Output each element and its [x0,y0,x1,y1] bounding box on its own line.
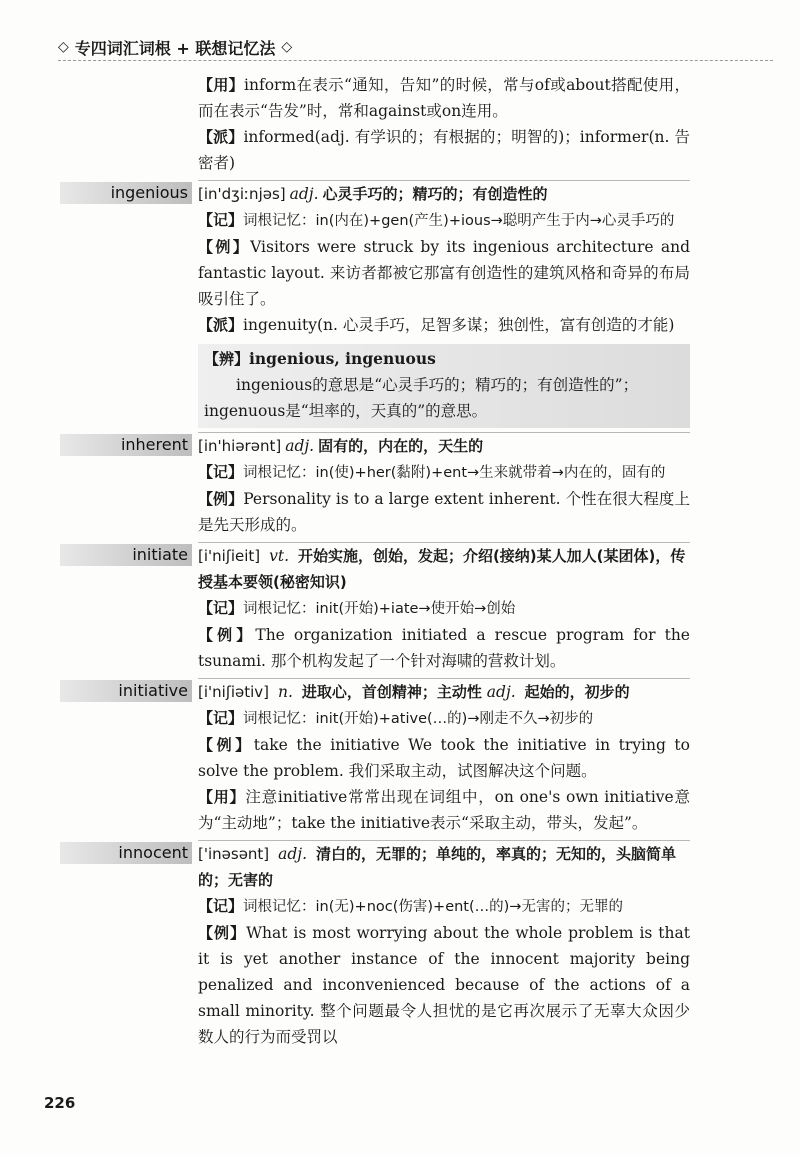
pronunciation: [in'dʒiːnjəs] [198,185,286,203]
page-number: 226 [44,1094,76,1112]
page-content [60,72,690,1050]
derivative-line [198,312,690,338]
memory-line [198,893,690,920]
diamond-right-icon: ◇ [281,39,293,55]
entry-initiative [60,678,690,836]
memory-tag: 【记】 [198,709,244,727]
example-line [198,486,690,538]
memory-tag: 【记】 [198,211,244,229]
part-of-speech: vt. [269,547,290,565]
header-title: 专四词汇词根 + 联想记忆法 [74,38,276,58]
headline [198,180,690,207]
page-header [58,34,773,61]
part-of-speech: adj. [285,437,315,455]
diamond-left-icon: ◇ [58,39,69,55]
entry-inherent [60,432,690,538]
derivative-text: ingenuity(n. 心灵手巧，足智多谋；独创性，富有创造的才能) [243,316,675,334]
usage-text: 注意initiative常常出现在词组中，on one's own initiative意为“主动地”；take the initiative表示“采取主动，带头，发起”。 [198,788,690,832]
headline [198,840,690,893]
headword: ingenious [60,182,192,204]
definition: 固有的，内在的，天生的 [318,437,484,455]
entry-ingenious [60,180,690,428]
pronunciation: [i'niʃieit] [198,547,261,565]
definition: 进取心，首创精神；主动性 [301,683,482,701]
headline [198,678,690,705]
headline [198,542,690,595]
headword: initiate [60,544,192,566]
memory-text: 词根记忆：in(使)+her(黏附)+ent→生来就带着→内在的，固有的 [243,465,666,481]
memory-line [198,207,690,234]
memory-text: 词根记忆：in(内在)+gen(产生)+ious→聪明产生于内→心灵手巧的 [243,213,675,229]
pronunciation: ['inəsənt] [198,845,270,863]
example-tag: 【例】 [198,736,254,754]
usage-tag: 【用】 [198,76,245,94]
memory-tag: 【记】 [198,897,244,915]
memory-text: 词根记忆：init(开始)+iate→使开始→创始 [243,601,516,617]
example-line [198,234,690,312]
entry-innocent [60,840,690,1050]
example-line [198,920,690,1050]
part-of-speech: adj. [278,845,308,863]
memory-line [198,459,690,486]
part-of-speech: n. [277,683,293,701]
definition: 心灵手巧的；精巧的；有创造性的 [322,185,548,203]
example-line [198,622,690,674]
definition: 开始实施，创始，发起；介绍(接纳)某人加人(某团体)，传授基本要领(秘密知识) [198,547,686,591]
example-line [198,732,690,784]
example-text: The organization initiated a rescue program for the tsunami. 那个机构发起了一个针对海啸的营救计划。 [198,626,690,670]
example-tag: 【例】 [198,924,247,942]
distinguish-tag: 【辨】 [204,350,250,368]
distinguish-box [198,344,690,428]
usage-line [198,784,690,836]
derivative-text: informed(adj. 有学识的；有根据的；明智的)；informer(n. 告密者) [198,128,690,172]
memory-line [198,595,690,622]
example-text: Personality is to a large extent inherent. 个性在很大程度上是先天形成的。 [198,490,690,534]
headline [198,432,690,459]
headword: initiative [60,680,192,702]
example-text: What is most worrying about the whole problem is that it is yet another instance of the innocent majority being penalized and inconvenienced because of the actions of a small minority. 整个问题最令人担忧的是它再次展示了无辜大众因少数人的行为而受罚以 [198,924,690,1046]
entry-initiate [60,542,690,674]
example-text: Visitors were struck by its ingenious architecture and fantastic layout. 来访者都被它那富有创造性的建筑风格和奇异的布局吸引住了。 [198,238,690,308]
pronunciation: [in'hiərənt] [198,437,282,455]
memory-tag: 【记】 [198,599,244,617]
headword: innocent [60,842,192,864]
part-of-speech: adj. [289,185,319,203]
example-text: take the initiative We took the initiative in trying to solve the problem. 我们采取主动，试图解决这个问题。 [198,736,690,780]
memory-text: 词根记忆：in(无)+noc(伤害)+ent(…的)→无害的；无罪的 [243,899,623,915]
example-tag: 【例】 [198,490,244,508]
intro-derivative [198,124,690,176]
definition: 清白的，无罪的；单纯的，率真的；无知的，头脑简单的；无害的 [198,845,676,889]
distinguish-text: ingenious的意思是“心灵手巧的；精巧的；有创造性的”；ingenuous是“坦率的，天真的”的意思。 [204,376,639,420]
memory-tag: 【记】 [198,463,244,481]
pronunciation: [i'niʃiətiv] [198,683,270,701]
intro-usage [198,72,690,124]
example-tag: 【例】 [198,238,251,256]
derivative-tag: 【派】 [198,128,244,146]
headword: inherent [60,434,192,456]
usage-text: inform在表示“通知，告知”的时候，常与of或about搭配使用，而在表示“告发”时，常和against或on连用。 [198,76,690,120]
definition-2: 起始的，初步的 [524,683,630,701]
usage-tag: 【用】 [198,788,246,806]
derivative-tag: 【派】 [198,316,244,334]
example-tag: 【例】 [198,626,256,644]
memory-text: 词根记忆：init(开始)+ative(…的)→刚走不久→初步的 [243,711,594,727]
distinguish-head: ingenious, ingenuous [249,349,436,368]
part-of-speech-2: adj. [486,683,516,701]
memory-line [198,705,690,732]
